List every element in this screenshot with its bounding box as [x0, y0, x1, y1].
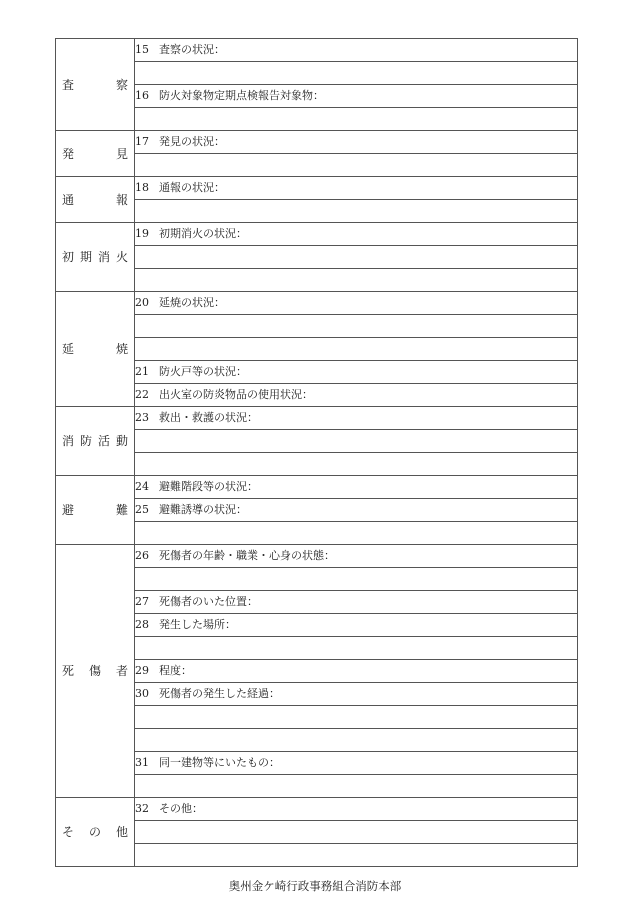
- category-char: 査: [62, 77, 75, 92]
- form-row: [56, 476, 578, 499]
- form-row: [56, 798, 578, 821]
- category-char: 火: [115, 250, 128, 264]
- form-row: [56, 499, 578, 522]
- entry-field[interactable]: [135, 499, 578, 522]
- report-form-table: [55, 38, 578, 867]
- entry-field[interactable]: [135, 729, 578, 752]
- form-row: [56, 292, 578, 315]
- item-number: 20: [135, 296, 149, 309]
- entry-field[interactable]: [135, 200, 578, 223]
- form-row: [56, 177, 578, 200]
- item-label: その他：: [159, 802, 203, 815]
- entry-field[interactable]: [135, 706, 578, 729]
- form-row: [56, 752, 578, 775]
- entry-field[interactable]: [135, 453, 578, 476]
- item-label: 死傷者の発生した経過：: [159, 687, 280, 700]
- category-char: 活: [97, 434, 110, 448]
- entry-field[interactable]: [135, 315, 578, 338]
- item-label: 防火対象物定期点検報告対象物：: [159, 89, 324, 102]
- form-row: [56, 591, 578, 614]
- category-char: 傷: [88, 664, 101, 678]
- entry-field[interactable]: [135, 292, 578, 315]
- item-label: 発生した場所：: [159, 618, 236, 631]
- category-cell: [56, 177, 135, 223]
- form-row: [56, 62, 578, 85]
- item-label: 避難階段等の状況：: [159, 480, 258, 493]
- entry-field[interactable]: [135, 476, 578, 499]
- entry-field[interactable]: [135, 85, 578, 108]
- form-row: [56, 706, 578, 729]
- category-cell: [56, 292, 135, 407]
- form-row: [56, 637, 578, 660]
- form-row: [56, 246, 578, 269]
- category-cell: [56, 39, 135, 131]
- form-row: [56, 200, 578, 223]
- item-number: 21: [135, 365, 149, 378]
- entry-field[interactable]: [135, 591, 578, 614]
- category-char: 他: [115, 825, 128, 839]
- item-label: 通報の状況：: [159, 181, 225, 194]
- category-char: 消: [97, 250, 110, 264]
- form-row: [56, 821, 578, 844]
- form-row: [56, 775, 578, 798]
- entry-field[interactable]: [135, 430, 578, 453]
- form-row: [56, 154, 578, 177]
- entry-field[interactable]: [135, 637, 578, 660]
- entry-field[interactable]: [135, 131, 578, 154]
- category-char: 初: [62, 250, 75, 264]
- category-label: [56, 660, 134, 682]
- category-cell: [56, 476, 135, 545]
- item-label: 避難誘導の状況：: [159, 503, 247, 516]
- category-label: [56, 338, 134, 360]
- entry-field[interactable]: [135, 108, 578, 131]
- item-number: 28: [135, 618, 149, 631]
- entry-field[interactable]: [135, 407, 578, 430]
- entry-field[interactable]: [135, 338, 578, 361]
- category-label: [56, 246, 134, 268]
- category-char: 延: [62, 342, 75, 356]
- category-char: 見: [115, 146, 128, 161]
- form-row: [56, 269, 578, 292]
- item-label: 発見の状況：: [159, 135, 225, 148]
- category-label: [56, 74, 134, 96]
- item-label: 査察の状況：: [159, 43, 225, 56]
- category-char: 者: [115, 664, 128, 678]
- category-cell: [56, 545, 135, 798]
- entry-field[interactable]: [135, 614, 578, 637]
- item-number: 29: [135, 664, 149, 677]
- item-label: 死傷者のいた位置：: [159, 595, 258, 608]
- entry-field[interactable]: [135, 177, 578, 200]
- form-row: [56, 453, 578, 476]
- item-number: 26: [135, 549, 149, 562]
- form-page: [55, 38, 578, 870]
- item-number: 25: [135, 503, 149, 516]
- item-label: 初期消火の状況：: [159, 227, 247, 240]
- category-label: [56, 189, 134, 211]
- item-label: 救出・救護の状況：: [159, 411, 258, 424]
- category-char: 発: [62, 146, 75, 161]
- form-row: [56, 85, 578, 108]
- category-char: 死: [62, 664, 75, 678]
- item-number: 19: [135, 227, 149, 240]
- entry-field[interactable]: [135, 154, 578, 177]
- entry-field[interactable]: [135, 384, 578, 407]
- form-row: [56, 131, 578, 154]
- item-number: 30: [135, 687, 149, 700]
- category-cell: [56, 798, 135, 867]
- item-number: 22: [135, 388, 149, 401]
- form-row: [56, 430, 578, 453]
- form-row: [56, 338, 578, 361]
- form-row: [56, 844, 578, 867]
- footer-organization: 奥州金ケ崎行政事務組合消防本部: [228, 879, 402, 893]
- form-row: [56, 545, 578, 568]
- entry-field[interactable]: [135, 775, 578, 798]
- category-cell: [56, 223, 135, 292]
- item-number: 16: [135, 89, 149, 102]
- category-char: そ: [62, 825, 75, 839]
- form-row: [56, 223, 578, 246]
- form-row: [56, 568, 578, 591]
- category-char: 報: [115, 192, 128, 207]
- form-row: [56, 729, 578, 752]
- form-row: [56, 39, 578, 62]
- form-row: [56, 522, 578, 545]
- item-number: 32: [135, 802, 149, 815]
- item-label: 防火戸等の状況：: [159, 365, 247, 378]
- category-char: 難: [115, 503, 128, 517]
- item-label: 程度：: [159, 664, 192, 677]
- item-label: 同一建物等にいたもの：: [159, 756, 280, 769]
- entry-field[interactable]: [135, 39, 578, 62]
- category-char: 焼: [115, 342, 128, 356]
- category-char: 期: [79, 250, 92, 264]
- category-label: [56, 821, 134, 843]
- form-row: [56, 614, 578, 637]
- entry-field[interactable]: [135, 361, 578, 384]
- item-number: 27: [135, 595, 149, 608]
- item-label: 出火室の防炎物品の使用状況：: [159, 388, 313, 401]
- item-label: 死傷者の年齢・職業・心身の状態：: [159, 549, 335, 562]
- item-number: 18: [135, 181, 149, 194]
- item-number: 24: [135, 480, 149, 493]
- category-char: 避: [62, 503, 75, 517]
- form-row: [56, 108, 578, 131]
- item-number: 31: [135, 756, 149, 769]
- item-number: 23: [135, 411, 149, 424]
- form-row: [56, 384, 578, 407]
- category-char: 通: [62, 192, 75, 207]
- entry-field[interactable]: [135, 568, 578, 591]
- category-label: [56, 499, 134, 521]
- category-char: 消: [62, 434, 75, 448]
- category-cell: [56, 407, 135, 476]
- entry-field[interactable]: [135, 223, 578, 246]
- category-char: 防: [79, 434, 92, 448]
- item-number: 15: [135, 43, 149, 56]
- form-row: [56, 683, 578, 706]
- form-row: [56, 407, 578, 430]
- item-number: 17: [135, 135, 149, 148]
- entry-field[interactable]: [135, 844, 578, 867]
- category-cell: [56, 131, 135, 177]
- category-label: [56, 143, 134, 165]
- entry-field[interactable]: [135, 660, 578, 683]
- entry-field[interactable]: [135, 683, 578, 706]
- entry-field[interactable]: [135, 752, 578, 775]
- category-label: [56, 430, 134, 452]
- entry-field[interactable]: [135, 821, 578, 844]
- form-row: [56, 660, 578, 683]
- form-row: [56, 361, 578, 384]
- item-label: 延焼の状況：: [159, 296, 225, 309]
- category-char: 察: [115, 77, 128, 92]
- entry-field[interactable]: [135, 798, 578, 821]
- category-char: 動: [115, 434, 128, 448]
- entry-field[interactable]: [135, 545, 578, 568]
- entry-field[interactable]: [135, 62, 578, 85]
- category-char: の: [88, 825, 101, 839]
- form-row: [56, 315, 578, 338]
- entry-field[interactable]: [135, 522, 578, 545]
- entry-field[interactable]: [135, 269, 578, 292]
- entry-field[interactable]: [135, 246, 578, 269]
